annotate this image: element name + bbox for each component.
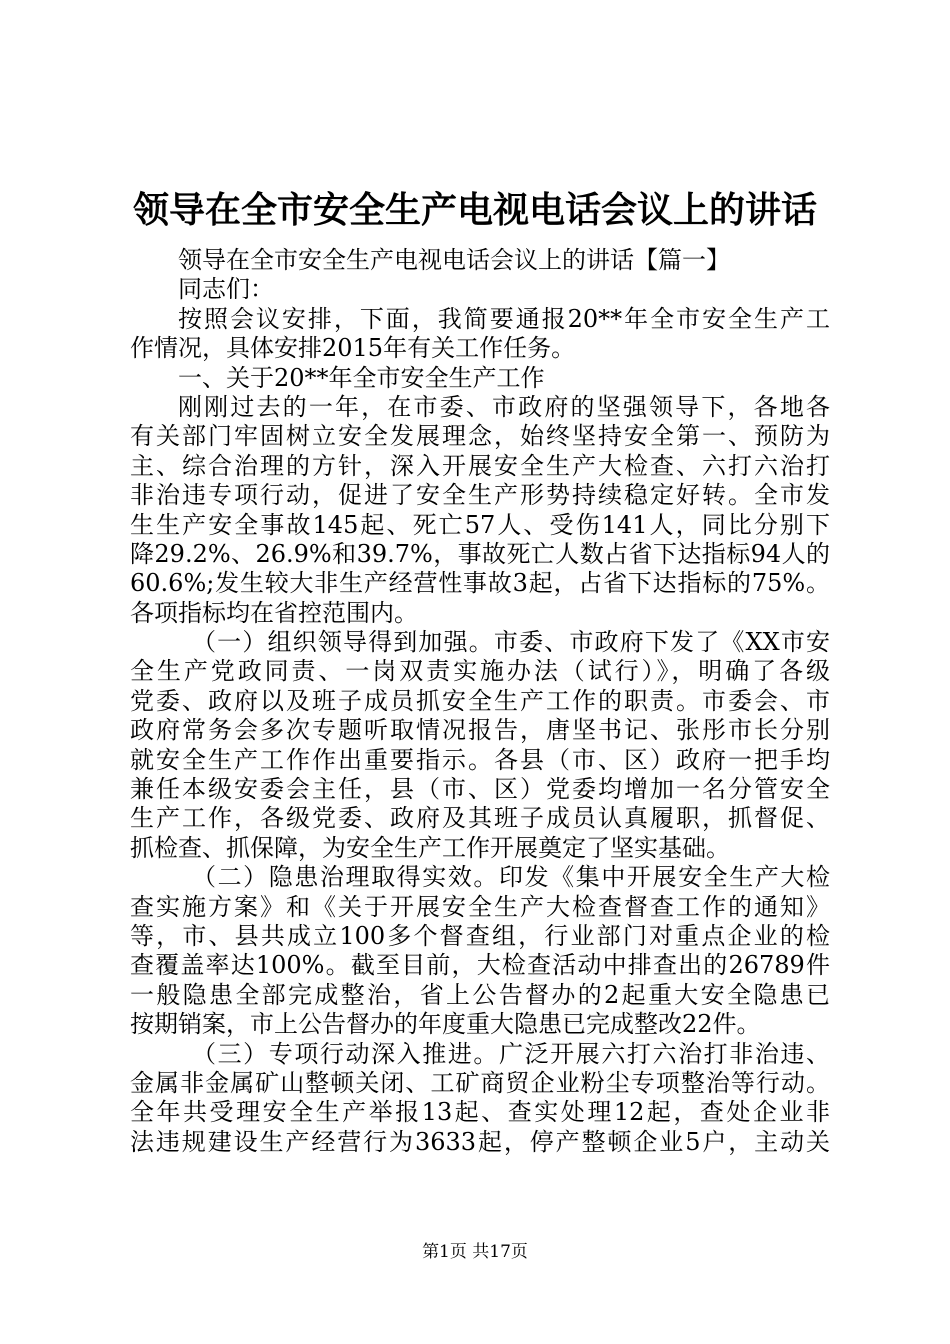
paragraph-line: 非治违专项行动，促进了安全生产形势持续稳定好转。全市发 bbox=[130, 481, 830, 510]
paragraph-line: 全生产党政同责、一岗双责实施办法（试行）》，明确了各级 bbox=[130, 657, 830, 686]
document-title: 领导在全市安全生产电视电话会议上的讲话 bbox=[132, 189, 817, 231]
document-body bbox=[130, 246, 830, 1157]
paragraph-line: 一般隐患全部完成整治，省上公告督办的2起重大安全隐患已 bbox=[130, 980, 830, 1009]
paragraph-line: 刚刚过去的一年，在市委、市政府的坚强领导下，各地各 bbox=[178, 392, 830, 421]
section-heading: 一、关于20**年全市安全生产工作 bbox=[178, 363, 545, 392]
paragraph-line: 抓检查、抓保障，为安全生产工作开展奠定了坚实基础。 bbox=[130, 833, 730, 862]
paragraph-line: 兼任本级安委会主任，县（市、区）党委均增加一名分管安全 bbox=[130, 775, 830, 804]
paragraph-line: 政府常务会多次专题听取情况报告，唐坚书记、张彤市长分别 bbox=[130, 716, 830, 745]
paragraph-line: 有关部门牢固树立安全发展理念，始终坚持安全第一、预防为 bbox=[130, 422, 830, 451]
paragraph-line: 60.6%;发生较大非生产经营性事故3起，占省下达指标的75%。 bbox=[130, 569, 830, 598]
paragraph-line: 法违规建设生产经营行为3633起，停产整顿企业5户，主动关 bbox=[130, 1127, 830, 1156]
paragraph-line: 作情况，具体安排2015年有关工作任务。 bbox=[130, 334, 576, 363]
paragraph-line: 生产工作，各级党委、政府及其班子成员认真履职，抓督促、 bbox=[130, 804, 830, 833]
paragraph-line: 各项指标均在省控范围内。 bbox=[130, 598, 418, 627]
paragraph-line: 降29.2%、26.9%和39.7%，事故死亡人数占省下达指标94人的 bbox=[130, 539, 830, 568]
paragraph-line: 全年共受理安全生产举报13起、查实处理12起，查处企业非 bbox=[130, 1098, 830, 1127]
paragraph-line: 查覆盖率达100%。截至目前，大检查活动中排查出的26789件 bbox=[130, 951, 830, 980]
paragraph-line: 金属非金属矿山整顿关闭、工矿商贸企业粉尘专项整治等行动。 bbox=[130, 1068, 830, 1097]
paragraph-line: （一）组织领导得到加强。市委、市政府下发了《XX市安 bbox=[192, 628, 830, 657]
subtitle-line: 领导在全市安全生产电视电话会议上的讲话【篇一】 bbox=[178, 246, 730, 274]
paragraph-line: 按照会议安排，下面，我简要通报20**年全市安全生产工 bbox=[178, 304, 830, 333]
paragraph-line: 主、综合治理的方针，深入开展安全生产大检查、六打六治打 bbox=[130, 451, 830, 480]
paragraph-line: 就安全生产工作作出重要指示。各县（市、区）政府一把手均 bbox=[130, 745, 830, 774]
paragraph-line: 按期销案，市上公告督办的年度重大隐患已完成整改22件。 bbox=[130, 1010, 761, 1039]
salutation: 同志们： bbox=[178, 275, 274, 304]
paragraph-line: 党委、政府以及班子成员抓安全生产工作的职责。市委会、市 bbox=[130, 686, 830, 715]
paragraph-line: 查实施方案》和《关于开展安全生产大检查督查工作的通知》 bbox=[130, 892, 830, 921]
paragraph-line: （三）专项行动深入推进。广泛开展六打六治打非治违、 bbox=[192, 1039, 830, 1068]
paragraph-line: （二）隐患治理取得实效。印发《集中开展安全生产大检 bbox=[192, 863, 830, 892]
paragraph-line: 等，市、县共成立100多个督查组，行业部门对重点企业的检 bbox=[130, 921, 830, 950]
page-number: 第1页 共17页 bbox=[422, 1242, 528, 1262]
paragraph-line: 生生产安全事故145起、死亡57人、受伤141人，同比分别下 bbox=[130, 510, 830, 539]
